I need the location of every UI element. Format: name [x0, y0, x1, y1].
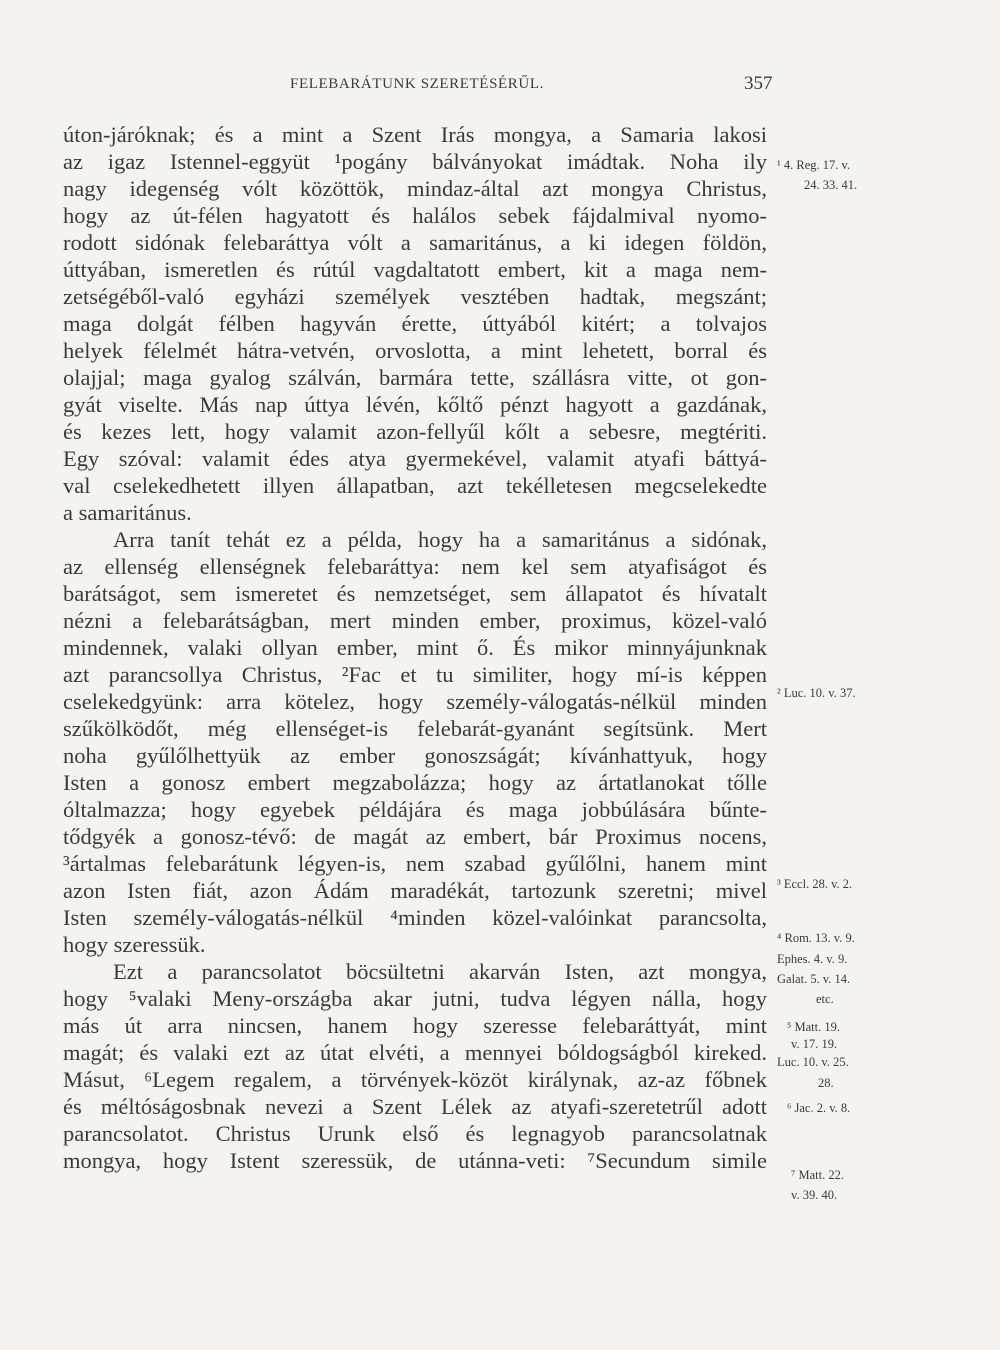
- margin-note: v. 39. 40.: [791, 1188, 838, 1202]
- text-line: és méltóságosbnak nevezi a Szent Lélek az atyafi-szeretetrűl adott: [63, 1094, 767, 1119]
- text-line: Ezt a parancsolatot böcsültetni akarván Isten, azt mongya,: [113, 959, 767, 984]
- margin-note: Luc. 10. v. 25.: [777, 1055, 849, 1069]
- text-line: Isten személy-válogatás-nélkül ⁴minden közel-valóinkat parancsolta,: [63, 905, 767, 930]
- running-title: FELEBARÁTUNK SZERETÉSÉRŰL.: [290, 76, 544, 92]
- text-line: barátságot, sem ismeretet és nemzetséget, sem állapatot és hívatalt: [63, 581, 767, 606]
- text-line: a samaritánus.: [63, 500, 192, 525]
- text-line: nézni a felebarátságban, mert minden ember, proximus, közel-való: [63, 608, 767, 633]
- text-line: hogy az út-félen hagyatott és halálos sebek fájdalmival nyomo-: [63, 203, 767, 228]
- text-line: Arra tanít tehát ez a példa, hogy ha a samaritánus a sidónak,: [113, 527, 767, 552]
- text-line: parancsolatot. Christus Urunk első és legnagyob parancsolatnak: [63, 1121, 767, 1146]
- text-line: tődgyék a gonosz-tévő: de magát az embert, bár Proximus nocens,: [63, 824, 767, 849]
- text-line: Isten a gonosz embert megzabolázza; hogy az ártatlanokat tőlle: [63, 770, 767, 795]
- text-line: gyát viselte. Más nap úttya lévén, kőltő pénzt hagyott a gazdának,: [63, 392, 767, 417]
- text-line: azt parancsollya Christus, ²Fac et tu similiter, hogy mí-is képpen: [63, 662, 767, 687]
- text-line: cselekedgyünk: arra kötelez, hogy személy-válogatás-nélkül minden: [63, 689, 767, 714]
- text-line: ³ártalmas felebarátunk légyen-is, nem szabad gyűlőlni, hanem mint: [63, 851, 767, 876]
- margin-note: etc.: [816, 992, 834, 1006]
- text-line: maga dolgát félben hagyván érette, úttyából kitért; a tolvajos: [63, 311, 767, 336]
- text-line: mindennek, valaki ollyan ember, mint ő. És mikor minnyájunknak: [63, 635, 767, 660]
- text-line: úttyában, ismeretlen és rútúl vagdaltatott embert, kit a maga nem-: [63, 257, 767, 282]
- text-line: azon Isten fiát, azon Ádám maradékát, tartozunk szeretni; mivel: [63, 878, 767, 903]
- text-line: mongya, hogy Istent szeressük, de utánna-veti: ⁷Secundum simile: [63, 1148, 767, 1173]
- margin-note: 24. 33. 41.: [804, 178, 858, 192]
- text-line: zetségéből-való egyházi személyek vesztében hadtak, megszánt;: [63, 284, 767, 309]
- text-line: szűkölködőt, még ellenséget-is felebarát-gyanánt segítsünk. Mert: [63, 716, 767, 741]
- text-line: rodott sidónak felebaráttya vólt a samaritánus, a ki idegen földön,: [63, 230, 767, 255]
- margin-note: Ephes. 4. v. 9.: [777, 952, 848, 966]
- margin-note: ⁵ Matt. 19.: [787, 1020, 840, 1034]
- margin-note: v. 17. 19.: [791, 1037, 838, 1051]
- text-line: magát; és valaki ezt az útat elvéti, a mennyei bóldogságból kireked.: [63, 1040, 767, 1065]
- text-line: olajjal; maga gyalog szálván, barmára tette, szállásra vitte, ot gon-: [63, 365, 767, 390]
- page-number: 357: [744, 73, 773, 94]
- text-line: Egy szóval: valamit édes atya gyermekével, valamit atyafi báttyá-: [63, 446, 767, 471]
- margin-note: Galat. 5. v. 14.: [777, 972, 851, 986]
- text-line: óltalmazza; hogy egyebek példájára és maga jobbúlására bűnte-: [63, 797, 767, 822]
- margin-note: ⁶ Jac. 2. v. 8.: [787, 1101, 851, 1115]
- margin-note: 28.: [818, 1076, 834, 1090]
- margin-note: ⁴ Rom. 13. v. 9.: [777, 931, 855, 945]
- text-line: és kezes lett, hogy valamit azon-fellyűl kőlt a sebesre, megtériti.: [63, 419, 767, 444]
- text-line: hogy ⁵valaki Meny-országba akar jutni, tudva légyen nálla, hogy: [63, 986, 767, 1011]
- text-line: val cselekedhetett illyen állapatban, azt tekélletesen megcselekedte: [63, 473, 767, 498]
- text-line: hogy szeressük.: [63, 932, 206, 957]
- margin-note: ⁷ Matt. 22.: [791, 1168, 844, 1182]
- text-line: Másut, ⁶Legem regalem, a törvények-közöt királynak, az-az főbnek: [63, 1067, 767, 1092]
- margin-note: ¹ 4. Reg. 17. v.: [777, 158, 851, 172]
- text-line: nagy idegenség vólt közöttök, mindaz-által azt mongya Christus,: [63, 176, 767, 201]
- text-line: az ellenség ellenségnek felebaráttya: nem kel sem atyafiságot és: [63, 554, 767, 579]
- margin-note: ² Luc. 10. v. 37.: [777, 686, 856, 700]
- margin-note: ³ Eccl. 28. v. 2.: [777, 877, 853, 891]
- text-line: helyek félelmét hátra-vetvén, orvoslotta, a mint lehetett, borral és: [63, 338, 767, 363]
- text-line: az igaz Istennel-eggyüt ¹pogány bálványokat imádtak. Noha ily: [63, 149, 767, 174]
- text-line: más út arra nincsen, hanem hogy szeresse felebaráttyát, mint: [63, 1013, 767, 1038]
- text-line: úton-járóknak; és a mint a Szent Irás mongya, a Samaria lakosi: [63, 122, 767, 147]
- text-line: noha gyűlőlhettyük az ember gonoszságát; kívánhattyuk, hogy: [63, 743, 767, 768]
